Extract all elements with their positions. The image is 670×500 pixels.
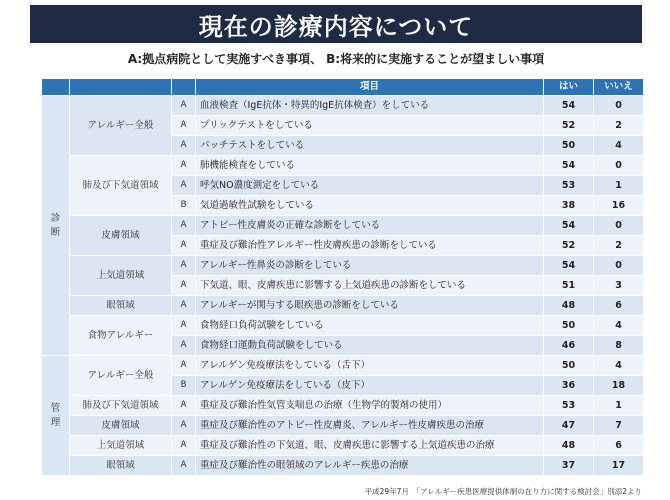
subgroup-label: 眼領域 xyxy=(70,296,172,316)
class-cell: A xyxy=(172,436,196,456)
no-count-cell: 6 xyxy=(594,296,644,316)
yes-count-cell: 51 xyxy=(544,276,594,296)
table-header-row xyxy=(42,79,644,96)
item-cell: 食物経口負荷試験をしている xyxy=(196,316,544,336)
page-title xyxy=(30,5,642,43)
class-cell: A xyxy=(172,156,196,176)
yes-count-cell: 47 xyxy=(544,416,594,436)
table-row xyxy=(42,436,644,456)
group-label: 診断 xyxy=(50,212,61,238)
class-cell: A xyxy=(172,116,196,136)
header-yes: はい xyxy=(544,79,594,96)
yes-count-cell: 46 xyxy=(544,336,594,356)
yes-count-cell: 52 xyxy=(544,236,594,256)
class-cell: A xyxy=(172,396,196,416)
item-cell: アレルギーが関与する眼疾患の診断をしている xyxy=(196,296,544,316)
class-cell: A xyxy=(172,176,196,196)
class-cell: A xyxy=(172,276,196,296)
table-row xyxy=(42,256,644,276)
class-cell: A xyxy=(172,316,196,336)
item-cell: アレルゲン免疫療法をしている（皮下） xyxy=(196,376,544,396)
subgroup-label: 眼領域 xyxy=(70,456,172,476)
class-cell: A xyxy=(172,236,196,256)
item-cell: 肺機能検査をしている xyxy=(196,156,544,176)
table-row xyxy=(42,216,644,236)
header-group xyxy=(42,79,70,96)
subgroup-label: アレルギー全般 xyxy=(70,356,172,396)
class-cell: A xyxy=(172,136,196,156)
item-cell: 呼気NO濃度測定をしている xyxy=(196,176,544,196)
no-count-cell: 16 xyxy=(594,196,644,216)
class-cell: A xyxy=(172,256,196,276)
item-cell: プリックテストをしている xyxy=(196,116,544,136)
yes-count-cell: 54 xyxy=(544,156,594,176)
legend-prefix-a: A xyxy=(127,52,138,66)
group-label: 管理 xyxy=(50,402,61,428)
yes-count-cell: 53 xyxy=(544,396,594,416)
yes-count-cell: 48 xyxy=(544,296,594,316)
table-row xyxy=(42,356,644,376)
subgroup-label: 上気道領域 xyxy=(70,256,172,296)
page-title-text: 現在の診療内容について xyxy=(198,12,474,41)
no-count-cell: 1 xyxy=(594,396,644,416)
table-row xyxy=(42,316,644,336)
no-count-cell: 7 xyxy=(594,416,644,436)
no-count-cell: 0 xyxy=(594,156,644,176)
header-subgroup xyxy=(70,79,172,96)
yes-count-cell: 54 xyxy=(544,256,594,276)
item-cell: 重症及び難治性の眼領域のアレルギー疾患の治療 xyxy=(196,456,544,476)
item-cell: 重症及び難治性の下気道、眼、皮膚疾患に影響する上気道疾患の治療 xyxy=(196,436,544,456)
item-cell: 重症及び難治性のアトピー性皮膚炎、アレルギー性皮膚疾患の治療 xyxy=(196,416,544,436)
table-row xyxy=(42,456,644,476)
class-cell: A xyxy=(172,216,196,236)
subgroup-label: 肺及び下気道領域 xyxy=(70,156,172,216)
item-cell: パッチテストをしている xyxy=(196,136,544,156)
yes-count-cell: 50 xyxy=(544,136,594,156)
class-cell: A xyxy=(172,336,196,356)
no-count-cell: 4 xyxy=(594,356,644,376)
header-item: 項目 xyxy=(196,79,544,96)
legend-text-a: :拠点病院として実施すべき事項、 xyxy=(137,52,322,66)
class-cell: B xyxy=(172,196,196,216)
table-row xyxy=(42,156,644,176)
header-class xyxy=(172,79,196,96)
no-count-cell: 4 xyxy=(594,316,644,336)
yes-count-cell: 52 xyxy=(544,116,594,136)
class-cell: A xyxy=(172,456,196,476)
subgroup-label: 皮膚領域 xyxy=(70,416,172,436)
yes-count-cell: 37 xyxy=(544,456,594,476)
item-cell: 下気道、眼、皮膚疾患に影響する上気道疾患の診断をしている xyxy=(196,276,544,296)
table-row xyxy=(42,296,644,316)
no-count-cell: 2 xyxy=(594,236,644,256)
table-row xyxy=(42,396,644,416)
no-count-cell: 2 xyxy=(594,116,644,136)
item-cell: 気道過敏性試験をしている xyxy=(196,196,544,216)
item-cell: アレルゲン免疫療法をしている（舌下） xyxy=(196,356,544,376)
item-cell: 重症及び難治性アレルギー性皮膚疾患の診断をしている xyxy=(196,236,544,256)
no-count-cell: 4 xyxy=(594,136,644,156)
yes-count-cell: 50 xyxy=(544,356,594,376)
class-cell: A xyxy=(172,96,196,116)
no-count-cell: 6 xyxy=(594,436,644,456)
class-cell: A xyxy=(172,416,196,436)
survey-table xyxy=(41,78,644,476)
class-cell: A xyxy=(172,296,196,316)
table-row xyxy=(42,96,644,116)
no-count-cell: 0 xyxy=(594,216,644,236)
yes-count-cell: 36 xyxy=(544,376,594,396)
item-cell: 重症及び難治性気管支喘息の治療（生物学的製剤の使用） xyxy=(196,396,544,416)
item-cell: 食物経口運動負荷試験をしている xyxy=(196,336,544,356)
item-cell: アレルギー性鼻炎の診断をしている xyxy=(196,256,544,276)
yes-count-cell: 38 xyxy=(544,196,594,216)
item-cell: 血液検査（IgE抗体・特異的IgE抗体検査）をしている xyxy=(196,96,544,116)
subgroup-label: 皮膚領域 xyxy=(70,216,172,256)
item-cell: アトピー性皮膚炎の正確な診断をしている xyxy=(196,216,544,236)
legend-subtitle xyxy=(30,50,642,67)
no-count-cell: 0 xyxy=(594,256,644,276)
no-count-cell: 17 xyxy=(594,456,644,476)
legend-text-b: :将来的に実施することが望ましい事項 xyxy=(335,52,545,66)
yes-count-cell: 54 xyxy=(544,96,594,116)
class-cell: A xyxy=(172,356,196,376)
source-footnote: 平成29年7月 「アレルギー疾患医療提供体制の在り方に関する検討会」別添2より xyxy=(364,487,642,496)
no-count-cell: 18 xyxy=(594,376,644,396)
no-count-cell: 3 xyxy=(594,276,644,296)
header-no: いいえ xyxy=(594,79,644,96)
group-label-cell xyxy=(42,96,70,356)
table-row xyxy=(42,416,644,436)
yes-count-cell: 54 xyxy=(544,216,594,236)
subgroup-label: 食物アレルギー xyxy=(70,316,172,356)
no-count-cell: 0 xyxy=(594,96,644,116)
yes-count-cell: 53 xyxy=(544,176,594,196)
no-count-cell: 8 xyxy=(594,336,644,356)
legend-prefix-b: B xyxy=(326,52,336,66)
subgroup-label: アレルギー全般 xyxy=(70,96,172,156)
subgroup-label: 上気道領域 xyxy=(70,436,172,456)
no-count-cell: 1 xyxy=(594,176,644,196)
class-cell: B xyxy=(172,376,196,396)
table-body xyxy=(42,96,644,476)
subgroup-label: 肺及び下気道領域 xyxy=(70,396,172,416)
yes-count-cell: 50 xyxy=(544,316,594,336)
yes-count-cell: 48 xyxy=(544,436,594,456)
group-label-cell xyxy=(42,356,70,476)
